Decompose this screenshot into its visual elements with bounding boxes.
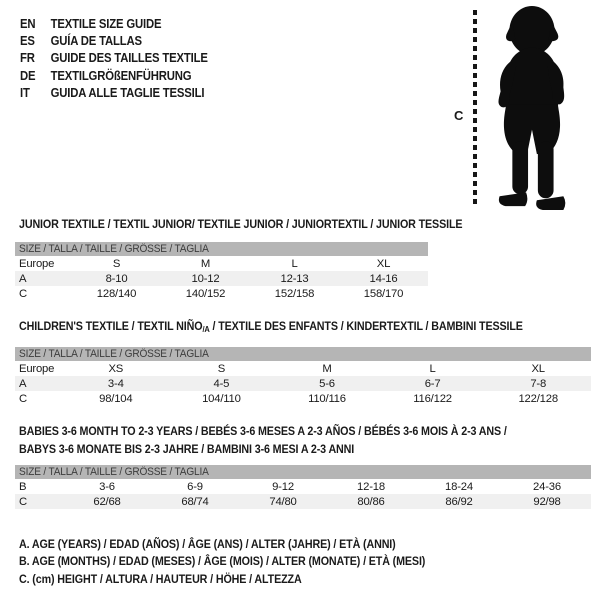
cell: 74/80 bbox=[239, 494, 327, 509]
babies-table-title bbox=[19, 423, 507, 458]
children-title-prefix: CHILDREN'S TEXTILE / TEXTIL NIÑO bbox=[19, 319, 203, 333]
lang-label: TEXTILGRÖßENFÜHRUNG bbox=[50, 68, 192, 83]
cell: S bbox=[217, 362, 226, 375]
lang-label: GUÍA DE TALLAS bbox=[50, 34, 142, 49]
lang-row-de bbox=[20, 67, 208, 84]
junior-size-table bbox=[15, 242, 428, 301]
size-header-row bbox=[15, 242, 428, 256]
row-label: B bbox=[19, 480, 27, 493]
cell: 62/68 bbox=[63, 494, 151, 509]
cell: 116/122 bbox=[413, 392, 452, 405]
cell: 128/140 bbox=[96, 287, 137, 300]
table-row bbox=[15, 494, 591, 509]
cell: 5-6 bbox=[274, 376, 380, 391]
table-row bbox=[15, 271, 428, 286]
cell: 104/110 bbox=[202, 392, 241, 405]
junior-table-title: JUNIOR TEXTILE / TEXTIL JUNIOR/ TEXTILE JUNIOR / JUNIORTEXTIL / JUNIOR TESSILE bbox=[19, 217, 463, 231]
size-header-label: SIZE / TALLA / TAILLE / GRÖSSE / TAGLIA bbox=[19, 348, 209, 360]
cell: 110/116 bbox=[308, 392, 346, 405]
cell: L bbox=[429, 362, 436, 375]
cell: 7-8 bbox=[485, 376, 591, 391]
cell: L bbox=[291, 257, 298, 270]
cell: 8-10 bbox=[72, 271, 161, 286]
cell: 6-9 bbox=[187, 480, 203, 493]
cell: 152/158 bbox=[274, 287, 315, 300]
babies-size-table bbox=[15, 465, 591, 509]
children-table-title bbox=[19, 318, 523, 339]
cell: 14-16 bbox=[339, 271, 428, 286]
cell: 4-5 bbox=[169, 376, 275, 391]
row-label: A bbox=[15, 271, 72, 286]
cell: 24-36 bbox=[533, 480, 561, 493]
lang-code: ES bbox=[20, 34, 35, 49]
note-c: C. (cm) HEIGHT / ALTURA / HAUTEUR / HÖHE / ALTEZZA bbox=[19, 571, 302, 586]
lang-label: GUIDE DES TAILLES TEXTILE bbox=[50, 51, 208, 66]
cell: 80/86 bbox=[327, 494, 415, 509]
lang-row-it bbox=[20, 85, 208, 102]
size-header-label: SIZE / TALLA / TAILLE / GRÖSSE / TAGLIA bbox=[19, 466, 209, 478]
cell: 68/74 bbox=[151, 494, 239, 509]
baby-silhouette-icon bbox=[481, 4, 581, 212]
cell: 86/92 bbox=[415, 494, 503, 509]
note-b: B. AGE (MONTHS) / EDAD (MESES) / ÂGE (MOIS) / ALTER (MONATE) / ETÀ (MESI) bbox=[19, 554, 426, 569]
cell: XL bbox=[531, 362, 545, 375]
row-label: Europe bbox=[19, 257, 55, 270]
children-size-table bbox=[15, 347, 591, 406]
cell: 92/98 bbox=[503, 494, 591, 509]
height-measure-label: C bbox=[454, 108, 464, 123]
cell: 10-12 bbox=[161, 271, 250, 286]
row-label: C bbox=[19, 392, 27, 405]
cell: 3-4 bbox=[63, 376, 169, 391]
table-row bbox=[15, 479, 591, 494]
lang-code: DE bbox=[20, 68, 36, 83]
children-title-suffix: / TEXTILE DES ENFANTS / KINDERTEXTIL / BAMBINI TESSILE bbox=[209, 319, 523, 333]
cell: 12-18 bbox=[357, 480, 385, 493]
cell: 122/128 bbox=[518, 392, 558, 405]
lang-code: IT bbox=[20, 86, 30, 101]
cell: XL bbox=[376, 257, 391, 270]
cell: XS bbox=[108, 362, 124, 375]
table-row bbox=[15, 256, 428, 271]
table-row bbox=[15, 361, 591, 376]
cell: S bbox=[112, 257, 121, 270]
size-header-row bbox=[15, 347, 591, 361]
cell: M bbox=[200, 257, 211, 270]
lang-label: TEXTILE SIZE GUIDE bbox=[50, 16, 162, 31]
language-title-block bbox=[20, 15, 229, 102]
lang-row-fr bbox=[20, 50, 208, 67]
cell: 6-7 bbox=[380, 376, 486, 391]
size-header-row bbox=[15, 465, 591, 479]
cell: 3-6 bbox=[99, 480, 115, 493]
row-label: Europe bbox=[19, 362, 55, 375]
babies-title-line2: BABYS 3-6 MONATE BIS 2-3 JAHRE / BAMBINI 3-6 MESI A 2-3 ANNI bbox=[19, 441, 355, 456]
babies-title-line1: BABIES 3-6 MONTH TO 2-3 YEARS / BEBÉS 3-6 MESES A 2-3 AÑOS / BÉBÉS 3-6 MOIS À 2-3 ANS / bbox=[19, 424, 507, 438]
cell: 98/104 bbox=[99, 392, 133, 405]
table-row bbox=[15, 391, 591, 406]
size-header-label: SIZE / TALLA / TAILLE / GRÖSSE / TAGLIA bbox=[19, 243, 209, 255]
note-a: A. AGE (YEARS) / EDAD (AÑOS) / ÂGE (ANS) / ALTER (JAHRE) / ETÀ (ANNI) bbox=[19, 537, 396, 551]
lang-code: EN bbox=[20, 16, 36, 31]
row-label: C bbox=[19, 287, 27, 300]
lang-label: GUIDA ALLE TAGLIE TESSILI bbox=[50, 86, 205, 101]
cell: 9-12 bbox=[272, 480, 294, 493]
cell: 158/170 bbox=[363, 287, 404, 300]
table-row bbox=[15, 286, 428, 301]
cell: 140/152 bbox=[185, 287, 226, 300]
row-label: A bbox=[15, 376, 63, 391]
cell: 12-13 bbox=[250, 271, 339, 286]
cell: M bbox=[322, 362, 332, 375]
cell: 18-24 bbox=[445, 480, 473, 493]
legend-notes bbox=[19, 536, 425, 588]
table-row bbox=[15, 376, 591, 391]
height-measure-dashed-line bbox=[473, 10, 477, 208]
children-title-subscript: /A bbox=[202, 324, 210, 334]
lang-row-en bbox=[20, 15, 208, 32]
row-label: C bbox=[15, 494, 63, 509]
lang-row-es bbox=[20, 32, 208, 49]
lang-code: FR bbox=[20, 51, 35, 66]
